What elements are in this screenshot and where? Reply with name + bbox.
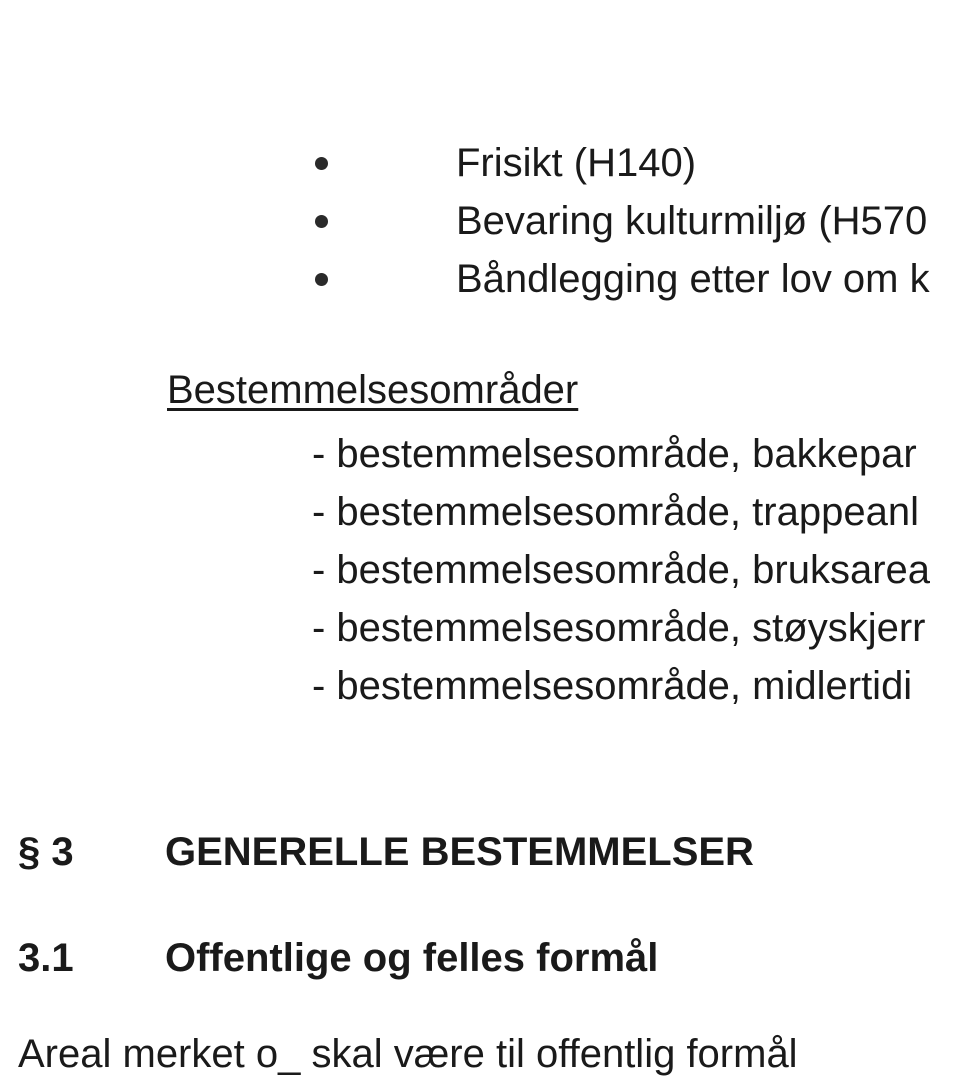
section-title: GENERELLE BESTEMMELSER xyxy=(165,830,754,874)
bullet-item-text: Bevaring kulturmiljø (H570 xyxy=(456,199,928,243)
dash-list-item: - bestemmelsesområde, midlertidi xyxy=(312,664,913,708)
bullet-item-text: Båndlegging etter lov om k xyxy=(456,257,930,301)
section-number: § 3 xyxy=(18,830,74,874)
dash-list-item: - bestemmelsesområde, bakkepar xyxy=(312,432,917,476)
bullet-item xyxy=(0,255,975,307)
bestemmelsesomrader-heading: Bestemmelsesområder xyxy=(167,368,579,412)
bullet-dot xyxy=(315,273,328,286)
bullet-item-text: Frisikt (H140) xyxy=(456,141,697,185)
dash-list-item: - bestemmelsesområde, støyskjerr xyxy=(312,606,926,650)
dash-list-item: - bestemmelsesområde, bruksarea xyxy=(312,548,931,592)
bullet-item xyxy=(0,139,975,191)
subsection-number: 3.1 xyxy=(18,936,74,980)
dash-list-item: - bestemmelsesområde, trappeanl xyxy=(312,490,919,534)
bullet-dot xyxy=(315,157,328,170)
subsection-title: Offentlige og felles formål xyxy=(165,936,659,980)
bullet-item xyxy=(0,197,975,249)
body-paragraph: Areal merket o_ skal være til offentlig formål xyxy=(18,1032,798,1076)
bullet-dot xyxy=(315,215,328,228)
